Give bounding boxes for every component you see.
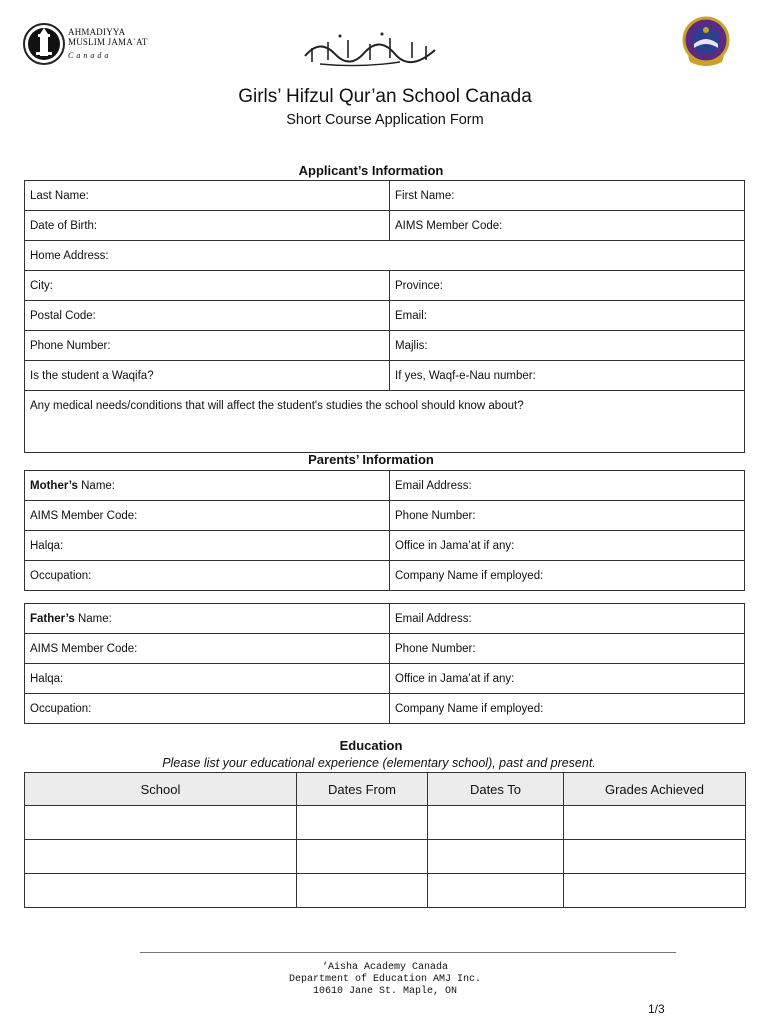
table-row <box>25 840 746 874</box>
grades-cell[interactable] <box>564 874 746 908</box>
grades-cell[interactable] <box>564 840 746 874</box>
table-row <box>25 471 745 501</box>
mother-table <box>24 470 745 591</box>
father-company-field[interactable]: Company Name if employed: <box>390 694 745 724</box>
mother-email-field[interactable]: Email Address: <box>390 471 745 501</box>
phone-field[interactable]: Phone Number: <box>25 331 390 361</box>
education-note: Please list your educational experience (elementary school), past and present. <box>162 756 596 770</box>
table-row <box>25 331 745 361</box>
table-row <box>25 271 745 301</box>
dates-from-cell[interactable] <box>297 806 428 840</box>
aims-code-field[interactable]: AIMS Member Code: <box>390 211 745 241</box>
bismillah-calligraphy-icon <box>300 28 440 68</box>
academy-crest-icon <box>680 16 732 68</box>
medical-needs-field[interactable]: Any medical needs/conditions that will affect the student's studies the school should know about? <box>25 391 745 453</box>
org-line-1: AHMADIYYA <box>68 27 126 37</box>
table-row <box>25 806 746 840</box>
grades-cell[interactable] <box>564 806 746 840</box>
father-occupation-field[interactable]: Occupation: <box>25 694 390 724</box>
applicant-section-title: Applicant’s Information <box>298 163 444 178</box>
majlis-field[interactable]: Majlis: <box>390 331 745 361</box>
applicant-table <box>24 180 745 453</box>
table-row <box>25 634 745 664</box>
table-row <box>25 301 745 331</box>
name-suffix: Name: <box>74 612 112 625</box>
last-name-field[interactable]: Last Name: <box>25 181 390 211</box>
mother-aims-field[interactable]: AIMS Member Code: <box>25 501 390 531</box>
table-row <box>25 664 745 694</box>
column-header-school: School <box>25 773 297 806</box>
table-row <box>25 604 745 634</box>
column-header-grades: Grades Achieved <box>564 773 746 806</box>
footer-divider <box>140 952 676 953</box>
dates-from-cell[interactable] <box>297 874 428 908</box>
table-row <box>25 874 746 908</box>
father-email-field[interactable]: Email Address: <box>390 604 745 634</box>
mother-halqa-field[interactable]: Halqa: <box>25 531 390 561</box>
father-phone-field[interactable]: Phone Number: <box>390 634 745 664</box>
school-cell[interactable] <box>25 840 297 874</box>
father-aims-field[interactable]: AIMS Member Code: <box>25 634 390 664</box>
province-field[interactable]: Province: <box>390 271 745 301</box>
mother-company-field[interactable]: Company Name if employed: <box>390 561 745 591</box>
page-number: 1/3 <box>648 1002 665 1016</box>
table-row <box>25 241 745 271</box>
mother-label: Mother’s <box>30 479 78 492</box>
mother-occupation-field[interactable]: Occupation: <box>25 561 390 591</box>
organization-name <box>68 27 148 61</box>
dates-to-cell[interactable] <box>428 840 564 874</box>
dates-to-cell[interactable] <box>428 806 564 840</box>
table-row <box>25 361 745 391</box>
dates-from-cell[interactable] <box>297 840 428 874</box>
minaret-logo-icon <box>22 22 66 66</box>
page-subtitle: Short Course Application Form <box>286 112 484 128</box>
table-row <box>25 391 745 453</box>
footer-line-1: ‘Aisha Academy Canada <box>321 962 449 973</box>
dob-field[interactable]: Date of Birth: <box>25 211 390 241</box>
dates-to-cell[interactable] <box>428 874 564 908</box>
first-name-field[interactable]: First Name: <box>390 181 745 211</box>
table-row <box>25 501 745 531</box>
table-row <box>25 694 745 724</box>
table-row <box>25 181 745 211</box>
column-header-dates-from: Dates From <box>297 773 428 806</box>
mother-phone-field[interactable]: Phone Number: <box>390 501 745 531</box>
waqifa-field[interactable]: Is the student a Waqifa? <box>25 361 390 391</box>
org-line-2: MUSLIM JAMA`AT <box>68 37 148 47</box>
table-row <box>25 561 745 591</box>
table-row <box>25 531 745 561</box>
father-table <box>24 603 745 724</box>
city-field[interactable]: City: <box>25 271 390 301</box>
father-label: Father’s <box>30 612 75 625</box>
mother-office-field[interactable]: Office in Jama’at if any: <box>390 531 745 561</box>
education-section-title: Education <box>339 738 403 753</box>
org-line-3: Canada <box>68 51 112 60</box>
name-suffix: Name: <box>77 479 115 492</box>
mother-name-field[interactable] <box>25 471 390 501</box>
footer <box>0 962 770 998</box>
postal-code-field[interactable]: Postal Code: <box>25 301 390 331</box>
school-cell[interactable] <box>25 874 297 908</box>
footer-line-3: 10610 Jane St. Maple, ON <box>312 986 458 997</box>
email-field[interactable]: Email: <box>390 301 745 331</box>
education-table <box>24 772 746 908</box>
waqf-number-field[interactable]: If yes, Waqf-e-Nau number: <box>390 361 745 391</box>
father-halqa-field[interactable]: Halqa: <box>25 664 390 694</box>
footer-line-2: Department of Education AMJ Inc. <box>288 974 482 985</box>
home-address-field[interactable]: Home Address: <box>25 241 745 271</box>
parents-section-title: Parents’ Information <box>308 452 434 467</box>
table-header-row <box>25 773 746 806</box>
father-office-field[interactable]: Office in Jama’at if any: <box>390 664 745 694</box>
school-cell[interactable] <box>25 806 297 840</box>
father-name-field[interactable] <box>25 604 390 634</box>
column-header-dates-to: Dates To <box>428 773 564 806</box>
page-title: Girls’ Hifzul Qur’an School Canada <box>238 86 532 107</box>
table-row <box>25 211 745 241</box>
